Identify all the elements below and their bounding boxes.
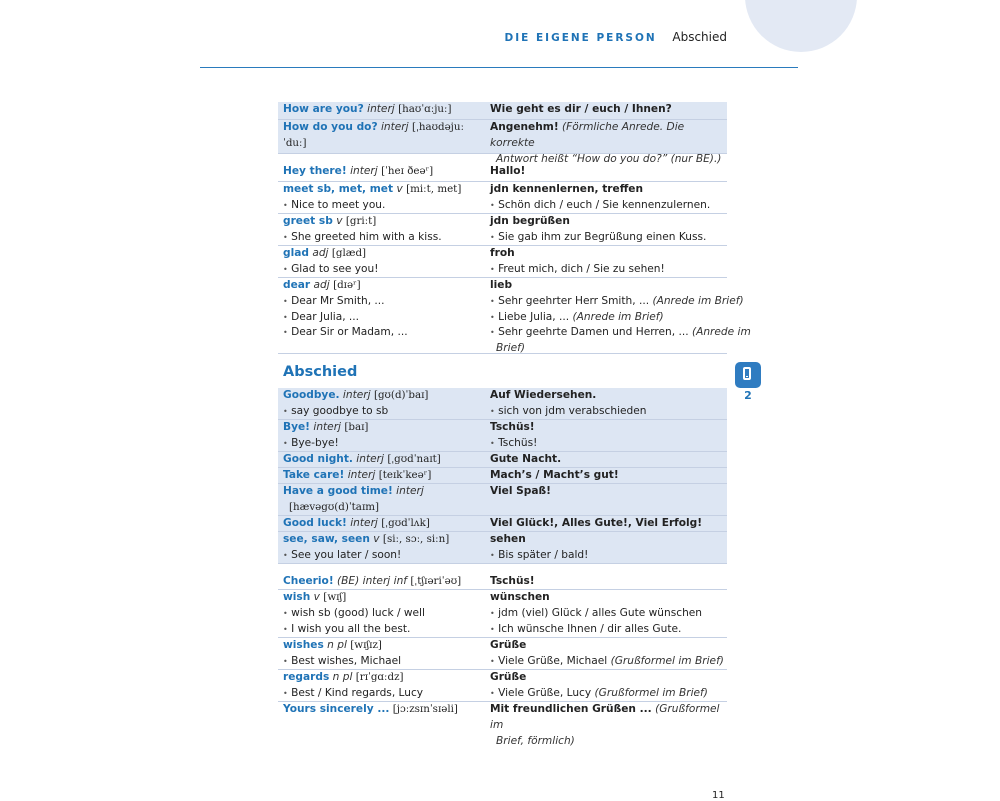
example-german xyxy=(490,686,722,702)
example-text: Nice to meet you. xyxy=(291,198,386,211)
example-text: Dear Sir or Madam, ... xyxy=(291,326,408,339)
vocab-entry xyxy=(278,420,727,452)
bullet-icon: • xyxy=(490,312,495,322)
pronunciation: [gʊ(d)ˈbaɪ] xyxy=(373,389,429,401)
headword: wishes xyxy=(283,639,324,651)
bullet-icon: • xyxy=(283,550,288,560)
example-german xyxy=(490,404,722,420)
headword: How do you do? xyxy=(283,121,378,133)
pronunciation: [wɪʃɪz] xyxy=(350,639,382,651)
example-text: Liebe Julia, ... xyxy=(498,310,570,323)
example-text: Viele Grüße, Lucy xyxy=(498,686,592,699)
entry-german xyxy=(490,468,722,484)
part-of-speech: (BE) interj inf xyxy=(337,575,408,587)
entry-german xyxy=(490,452,722,468)
translation: Mach’s / Macht’s gut! xyxy=(490,469,619,481)
header-chapter: Abschied xyxy=(672,30,727,44)
translation-line xyxy=(490,102,722,118)
bullet-icon: • xyxy=(283,608,288,618)
example-english xyxy=(283,310,485,326)
page-number: 11 xyxy=(712,790,725,801)
vocab-entry xyxy=(278,574,727,590)
translation-line xyxy=(490,246,722,262)
translation-line xyxy=(490,214,722,230)
translation-line xyxy=(490,702,722,734)
usage-note: (Grußformel im Brief) xyxy=(594,686,708,699)
headword: dear xyxy=(283,279,311,291)
usage-note-line xyxy=(490,341,722,357)
example-english xyxy=(283,294,485,310)
entry-english xyxy=(283,484,485,516)
headword: see, saw, seen xyxy=(283,533,370,545)
bullet-icon: • xyxy=(490,296,495,306)
pronunciation: [ˌtʃɪəriˈəʊ] xyxy=(410,575,462,587)
headword-line xyxy=(283,452,485,468)
entry-german xyxy=(490,638,722,670)
translation: Auf Wiedersehen. xyxy=(490,389,597,401)
example-german xyxy=(490,310,722,326)
entry-german xyxy=(490,214,722,246)
headword-line xyxy=(283,102,485,118)
pronunciation: [ˌgʊdˈnaɪt] xyxy=(387,453,441,465)
example-german xyxy=(490,198,722,214)
bullet-icon: • xyxy=(283,296,288,306)
example-german xyxy=(490,294,744,310)
pronunciation: [dɪəʳ] xyxy=(333,279,361,291)
pronunciation: [siː, sɔː, siːn] xyxy=(382,533,450,545)
pronunciation: [rɪˈgɑːdz] xyxy=(355,671,404,683)
usage-note: (Anrede im Brief) xyxy=(572,310,664,323)
vocab-entry xyxy=(278,468,727,484)
translation-line xyxy=(490,468,722,484)
translation: jdn kennenlernen, treffen xyxy=(490,183,644,195)
part-of-speech: interj xyxy=(356,453,384,465)
vocab-entry xyxy=(278,214,727,246)
bullet-icon: • xyxy=(283,624,288,634)
bullet-icon: • xyxy=(283,200,288,210)
pronunciation: [hævəgʊ(d)ˈtaɪm] xyxy=(289,500,380,513)
translation: Gute Nacht. xyxy=(490,453,562,465)
example-english xyxy=(283,606,485,622)
entry-english xyxy=(283,468,485,484)
example-text: Freut mich, dich / Sie zu sehen! xyxy=(498,262,665,275)
example-text: Bis später / bald! xyxy=(498,548,589,561)
headword: Hey there! xyxy=(283,165,347,177)
translation: Grüße xyxy=(490,671,527,683)
headword-line xyxy=(283,214,485,230)
example-text: Bye-bye! xyxy=(291,436,339,449)
entry-german xyxy=(490,590,722,637)
entry-english xyxy=(283,278,485,341)
translation: Viel Glück!, Alles Gute!, Viel Erfolg! xyxy=(490,517,703,529)
headword: glad xyxy=(283,247,309,259)
headword-line xyxy=(283,638,485,654)
example-text: She greeted him with a kiss. xyxy=(291,230,442,243)
example-text: Dear Mr Smith, ... xyxy=(291,294,385,307)
bullet-icon: • xyxy=(490,264,495,274)
translation: wünschen xyxy=(490,591,550,603)
entry-english xyxy=(283,574,485,590)
pronunciation: [ˌhaʊdəjuːˈduː] xyxy=(283,121,464,149)
headword-line xyxy=(283,670,485,686)
translation-line xyxy=(490,120,722,152)
example-german xyxy=(490,548,722,564)
headword: Yours sincerely ... xyxy=(283,703,390,715)
pronunciation: [miːt, met] xyxy=(406,183,462,195)
entry-english xyxy=(283,452,485,468)
headword: wish xyxy=(283,591,311,603)
headword-line xyxy=(283,468,485,484)
bullet-icon: • xyxy=(490,200,495,210)
example-text: See you later / soon! xyxy=(291,548,402,561)
example-text: say goodbye to sb xyxy=(291,404,389,417)
entry-english xyxy=(283,532,485,564)
translation: Hallo! xyxy=(490,165,526,177)
headword-line xyxy=(283,484,485,500)
headword-line xyxy=(283,702,485,718)
bullet-icon: • xyxy=(490,656,495,666)
entry-english xyxy=(283,516,485,532)
translation-line xyxy=(490,278,722,294)
translation-line xyxy=(490,484,722,500)
example-text: Best / Kind regards, Lucy xyxy=(291,686,424,699)
translation-line xyxy=(490,670,722,686)
headword: Good luck! xyxy=(283,517,347,529)
vocab-entry xyxy=(278,670,727,702)
translation: Grüße xyxy=(490,639,527,651)
translation: Viel Spaß! xyxy=(490,485,551,497)
pronunciation: [wɪʃ] xyxy=(323,591,347,603)
bullet-icon: • xyxy=(283,232,288,242)
entry-english xyxy=(283,702,485,718)
part-of-speech: n pl xyxy=(327,639,347,651)
vocab-entry xyxy=(278,120,727,165)
entry-english xyxy=(283,388,485,420)
translation-line xyxy=(490,182,722,198)
example-english xyxy=(283,548,485,564)
vocab-entry xyxy=(278,246,727,278)
entry-spacer xyxy=(278,154,727,164)
example-english xyxy=(283,230,485,246)
vocab-entry xyxy=(278,278,751,355)
translation-line xyxy=(490,590,722,606)
vocab-entry xyxy=(278,452,727,468)
vocab-entry xyxy=(278,484,727,516)
pronunciation: [ˌgʊdˈlʌk] xyxy=(381,517,430,529)
entry-german xyxy=(490,532,722,564)
headword-line xyxy=(283,278,485,294)
bullet-icon: • xyxy=(490,624,495,634)
usage-note: (Anrede im xyxy=(691,326,751,339)
usage-note-line xyxy=(490,734,722,750)
part-of-speech: interj xyxy=(367,103,395,115)
entry-german xyxy=(490,670,722,702)
entry-english xyxy=(283,590,485,637)
translation-line xyxy=(490,420,722,436)
part-of-speech: interj xyxy=(396,485,424,497)
bullet-icon: • xyxy=(490,438,495,448)
translation: Angenehm! xyxy=(490,121,559,133)
entry-english xyxy=(283,182,485,214)
example-text: Tschüs! xyxy=(498,436,538,449)
example-german xyxy=(490,622,722,638)
example-english xyxy=(283,686,485,702)
headword-line xyxy=(283,246,485,262)
translation-line xyxy=(490,574,722,590)
entry-english xyxy=(283,246,485,278)
usage-note: Brief, förmlich) xyxy=(496,734,575,747)
translation: jdn begrüßen xyxy=(490,215,570,227)
example-german xyxy=(490,654,722,670)
bullet-icon: • xyxy=(283,264,288,274)
entry-german xyxy=(490,102,722,118)
example-german xyxy=(490,436,722,452)
example-german xyxy=(490,230,722,246)
entry-spacer xyxy=(278,564,727,574)
entry-english xyxy=(283,164,485,180)
usage-note: (Grußformel im xyxy=(490,703,720,731)
headword: Have a good time! xyxy=(283,485,393,497)
part-of-speech: interj xyxy=(347,469,376,481)
usage-note: Antwort heißt “How do you do?” (nur BE).) xyxy=(496,152,722,165)
vocab-entry xyxy=(278,532,727,564)
example-text: Sie gab ihm zur Begrüßung einen Kuss. xyxy=(498,230,707,243)
vocab-table-farewells xyxy=(278,388,727,747)
part-of-speech: interj xyxy=(380,121,409,133)
audio-track-number: 2 xyxy=(744,389,752,402)
vocab-table-greetings xyxy=(278,102,751,355)
headword-line xyxy=(283,420,485,436)
headword: greet sb xyxy=(283,215,333,227)
usage-note: (Grußformel im Brief) xyxy=(610,654,724,667)
part-of-speech: v xyxy=(396,183,403,195)
example-english xyxy=(283,198,485,214)
bullet-icon: • xyxy=(490,550,495,560)
usage-note: Brief) xyxy=(496,342,525,355)
entry-german xyxy=(490,574,722,590)
part-of-speech: v xyxy=(373,533,380,545)
translation: froh xyxy=(490,247,515,259)
bullet-icon: • xyxy=(490,688,495,698)
part-of-speech: adj xyxy=(312,247,329,259)
example-text: Ich wünsche Ihnen / dir alles Gute. xyxy=(498,622,682,635)
corner-decoration xyxy=(745,0,857,52)
entry-german xyxy=(490,388,722,420)
headword: Bye! xyxy=(283,421,310,433)
entry-german xyxy=(490,420,722,452)
headword-line xyxy=(283,182,485,198)
translation: sehen xyxy=(490,533,526,545)
bullet-icon: • xyxy=(283,312,288,322)
part-of-speech: interj xyxy=(342,389,371,401)
entry-german xyxy=(490,702,722,749)
example-text: Sehr geehrte Damen und Herren, ... xyxy=(498,326,689,339)
headword: Good night. xyxy=(283,453,353,465)
example-text: sich von jdm verabschieden xyxy=(498,404,647,417)
translation: Tschüs! xyxy=(490,575,535,587)
headword: Goodbye. xyxy=(283,389,340,401)
headword-line xyxy=(283,532,485,548)
entry-german xyxy=(490,278,751,357)
example-text: jdm (viel) Glück / alles Gute wünschen xyxy=(498,606,703,619)
translation: Mit freundlichen Grüßen ... xyxy=(490,703,652,715)
entry-english xyxy=(283,214,485,246)
vocab-entry xyxy=(278,638,727,670)
example-text: I wish you all the best. xyxy=(291,622,411,635)
example-german xyxy=(490,325,751,341)
bullet-icon: • xyxy=(283,656,288,666)
vocab-entry xyxy=(278,590,727,638)
vocab-entry xyxy=(278,102,727,120)
example-text: wish sb (good) luck / well xyxy=(291,606,425,619)
vocab-entry xyxy=(278,388,727,420)
translation-line xyxy=(490,452,722,468)
example-text: Schön dich / euch / Sie kennenzulernen. xyxy=(498,198,711,211)
part-of-speech: interj xyxy=(350,517,378,529)
vocab-entry xyxy=(278,516,727,532)
section-title-abschied: Abschied xyxy=(283,364,358,380)
translation-line xyxy=(490,164,722,180)
pronunciation: [haʊˈɑːjuː] xyxy=(398,103,452,115)
translation: Tschüs! xyxy=(490,421,535,433)
headword-line xyxy=(283,574,485,590)
entry-english xyxy=(283,102,485,118)
translation: lieb xyxy=(490,279,513,291)
pronunciation-line xyxy=(283,500,485,516)
pronunciation: [glæd] xyxy=(331,247,367,259)
translation-line xyxy=(490,516,722,532)
bullet-icon: • xyxy=(490,406,495,416)
entry-english xyxy=(283,670,485,702)
translation-line xyxy=(490,638,722,654)
mobile-phone-icon xyxy=(743,367,751,380)
entry-german xyxy=(490,484,722,500)
headword: How are you? xyxy=(283,103,364,115)
pronunciation: [teɪkˈkeəʳ] xyxy=(378,469,432,481)
usage-note: (Anrede im Brief) xyxy=(652,294,744,307)
part-of-speech: v xyxy=(313,591,320,603)
example-text: Best wishes, Michael xyxy=(291,654,402,667)
bullet-icon: • xyxy=(490,328,495,338)
vocab-entry xyxy=(278,182,727,214)
pronunciation: [jɔːzsɪnˈsɪəli] xyxy=(392,703,458,715)
headword: Take care! xyxy=(283,469,345,481)
bullet-icon: • xyxy=(283,688,288,698)
part-of-speech: interj xyxy=(313,421,342,433)
headword: regards xyxy=(283,671,330,683)
example-text: Sehr geehrter Herr Smith, ... xyxy=(498,294,650,307)
audio-track-button[interactable] xyxy=(735,362,761,388)
example-english xyxy=(283,325,485,341)
entry-german xyxy=(490,164,722,180)
headword-line xyxy=(283,120,485,152)
pronunciation: [ˈheɪ ðeəʳ] xyxy=(381,165,434,177)
part-of-speech: adj xyxy=(313,279,330,291)
entry-german xyxy=(490,246,722,278)
bullet-icon: • xyxy=(283,438,288,448)
header-section: DIE EIGENE PERSON xyxy=(504,32,657,44)
example-english xyxy=(283,404,485,420)
bullet-icon: • xyxy=(490,232,495,242)
example-german xyxy=(490,606,722,622)
headword-line xyxy=(283,516,485,532)
entry-german xyxy=(490,182,722,214)
part-of-speech: interj xyxy=(350,165,378,177)
headword-line xyxy=(283,164,485,180)
headword: Cheerio! xyxy=(283,575,334,587)
header-rule xyxy=(200,67,798,68)
translation-line xyxy=(490,532,722,548)
entry-german xyxy=(490,516,722,532)
running-header xyxy=(200,30,727,44)
headword: meet sb, met, met xyxy=(283,183,394,195)
pronunciation: [baɪ] xyxy=(344,421,369,433)
part-of-speech: n pl xyxy=(332,671,353,683)
entry-english xyxy=(283,638,485,670)
pronunciation: [griːt] xyxy=(345,215,377,227)
example-text: Viele Grüße, Michael xyxy=(498,654,608,667)
example-text: Glad to see you! xyxy=(291,262,379,275)
bullet-icon: • xyxy=(283,406,288,416)
entry-english xyxy=(283,120,485,152)
headword-line xyxy=(283,388,485,404)
usage-note: (Förmliche Anrede. Die korrekte xyxy=(490,121,685,149)
example-english xyxy=(283,436,485,452)
headword-line xyxy=(283,590,485,606)
part-of-speech: v xyxy=(336,215,343,227)
translation-line xyxy=(490,388,722,404)
example-english xyxy=(283,654,485,670)
vocab-entry xyxy=(278,702,727,747)
vocab-entry xyxy=(278,164,727,182)
bullet-icon: • xyxy=(490,608,495,618)
example-text: Dear Julia, ... xyxy=(291,310,360,323)
example-english xyxy=(283,262,485,278)
example-english xyxy=(283,622,485,638)
entry-english xyxy=(283,420,485,452)
bullet-icon: • xyxy=(283,328,288,338)
translation: Wie geht es dir / euch / Ihnen? xyxy=(490,103,672,115)
example-german xyxy=(490,262,722,278)
